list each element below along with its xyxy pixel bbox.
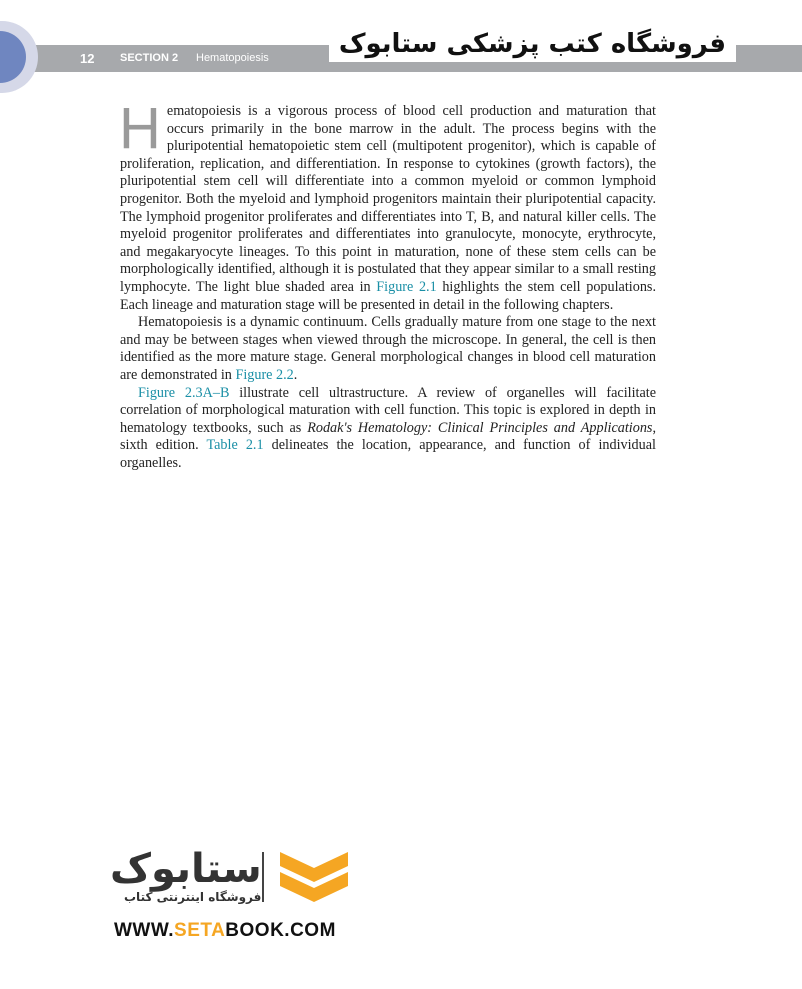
body-text <box>119 96 656 472</box>
store-title: فروشگاه کتب پزشکی ستابوک <box>329 26 736 62</box>
section-label: SECTION 2 <box>120 52 179 64</box>
url-accent: SETA <box>174 920 226 941</box>
p2-text: Hematopoiesis is a dynamic continuum. Cells gradually mature from one stage to the next and may be between stages when viewed through the microscope. In general, the cell is then identified as the more mature stage. General morphological changes in blood cell maturation are demonstrated in <box>120 314 656 383</box>
logo-divider <box>262 852 264 902</box>
logo-word: ستابوک <box>110 846 262 892</box>
paragraph-2 <box>120 314 656 384</box>
url-suffix: BOOK.COM <box>225 920 336 941</box>
setabook-watermark <box>100 840 360 950</box>
p2-end: . <box>293 366 298 383</box>
p3-text: illustrate cell ultrastructure. A review of organelles will facilitate correlation of morphological maturation with cell function. This topic is explored in depth in hematology textbooks, such as <box>120 384 656 436</box>
drop-cap: H <box>119 96 161 161</box>
paragraph-3 <box>120 385 656 473</box>
p1-text: ematopoiesis is a vigorous process of blood cell production and maturation that occurs primarily in the bone marrow in the adult. The process begins with the pluripotential hematopoietic stem cell (multipotent progenitor), which is capable of proliferation, replication, and differentiation. In response to cytokines (growth factors), the pluripotential stem cell will differentiate into a common myeloid or common lymphoid progenitor. Both the myeloid and lymphoid progenitors maintain their pluripotential capacity. The lymphoid progenitor proliferates and differentiates into T, B, and natural killer cells. The myeloid progenitor proliferates and differentiates into granulocyte, monocyte, erythrocyte, and megakaryocyte lineages. To this point in maturation, none of these stem cells can be morphologically identified, although it is postulated that they appear similar to a small resting lymphocyte. The light blue shaded area in <box>120 103 656 295</box>
book-logo-icon <box>276 848 352 908</box>
section-title: Hematopoiesis <box>196 52 269 64</box>
p3-text-2: , sixth edition. <box>120 419 656 454</box>
figure-2-2-link[interactable]: Figure 2.2 <box>235 366 294 383</box>
p3-end: delineates the location, appearance, and function of individual organelles. <box>120 437 656 471</box>
paragraph-1 <box>119 96 656 314</box>
p3-book-title: Rodak's Hematology: Clinical Principles and Applications <box>307 419 653 436</box>
p1-end: highlights the stem cell populations. Each lineage and maturation stage will be presented in detail in the following chapters. <box>120 278 656 313</box>
logo-subtitle: فروشگاه اینترنتی کتاب <box>124 890 262 904</box>
figure-2-1-link[interactable]: Figure 2.1 <box>376 278 437 295</box>
figure-2-3-link[interactable]: Figure 2.3A–B <box>138 384 230 401</box>
page-number: 12 <box>80 51 95 66</box>
store-url[interactable] <box>114 920 336 942</box>
url-prefix: WWW. <box>114 920 175 941</box>
table-2-1-link[interactable]: Table 2.1 <box>206 437 264 454</box>
